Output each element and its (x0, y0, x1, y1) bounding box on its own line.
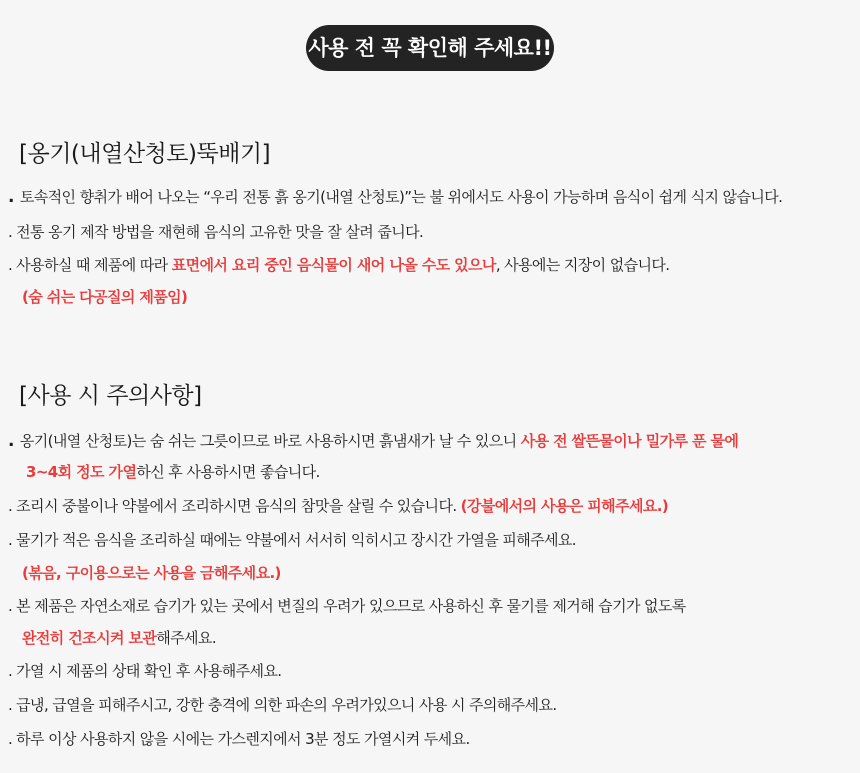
warning-highlight: 완전히 건조시켜 보관 (22, 629, 157, 647)
bullet-mark: . (8, 497, 13, 515)
item-text: 옹기(내열 산청토)는 숨 쉬는 그릇이므로 바로 사용하시면 흙냄새가 날 수 있으니 (19, 432, 521, 450)
bullet-mark: . (8, 431, 14, 451)
item-text: 가열 시 제품의 상태 확인 후 사용해주세요. (16, 662, 282, 680)
warning-highlight: (숨 쉬는 다공질의 제품임) (22, 288, 188, 306)
list-item-continued (26, 462, 320, 482)
warning-highlight: (강불에서의 사용은 피해주세요.) (460, 497, 669, 515)
item-text: 조리시 중불이나 약불에서 조리하시면 음식의 참맛을 살릴 수 있습니다. (16, 497, 461, 515)
bullet-mark: . (8, 730, 13, 748)
list-item (8, 695, 557, 715)
notice-banner: 사용 전 꼭 확인해 주세요!! (306, 25, 554, 71)
bullet-mark: . (8, 597, 13, 615)
list-item-continued (22, 628, 216, 648)
item-text: 급냉, 급열을 피해주시고, 강한 충격에 의한 파손의 우려가있으니 사용 시 주의해주세요. (16, 696, 557, 714)
warning-highlight: 3~4회 정도 가열 (26, 463, 137, 481)
warning-highlight: 사용 전 쌀뜬물이나 밀가루 푼 물에 (520, 432, 739, 450)
section-title-precautions: [사용 시 주의사항] (19, 383, 202, 409)
list-item (8, 530, 576, 550)
list-item (8, 187, 782, 207)
list-item (8, 222, 423, 242)
bullet-mark: . (8, 662, 13, 680)
item-text: 물기가 적은 음식을 조리하실 때에는 약불에서 서서히 익히시고 장시간 가열을 피해주세요. (16, 531, 576, 549)
warning-highlight: (볶음, 구이용으로는 사용을 금해주세요.) (22, 564, 281, 582)
list-item-note (22, 563, 281, 583)
item-text: 하신 후 사용하시면 좋습니다. (136, 463, 320, 481)
item-text: 해주세요. (156, 629, 216, 647)
list-item (8, 431, 738, 451)
list-item (8, 661, 281, 681)
list-item (8, 596, 686, 616)
item-text: , 사용에는 지장이 없습니다. (495, 256, 670, 274)
section-title-onggi: [옹기(내열산청토)뚝배기] (19, 141, 271, 167)
bullet-mark: . (8, 187, 14, 207)
list-item (8, 496, 668, 516)
list-item (8, 255, 669, 275)
item-text: 사용하실 때 제품에 따라 (16, 256, 172, 274)
warning-highlight: 표면에서 요리 중인 음식물이 새어 나올 수도 있으나 (171, 256, 496, 274)
list-item-note (22, 287, 187, 307)
item-text: 토속적인 향취가 배어 나오는 “우리 전통 흙 옹기(내열 산청토)”는 불 위에서도 사용이 가능하며 음식이 쉽게 식지 않습니다. (19, 188, 783, 206)
item-text: 하루 이상 사용하지 않을 시에는 가스렌지에서 3분 정도 가열시켜 두세요. (16, 730, 470, 748)
item-text: 전통 옹기 제작 방법을 재현해 음식의 고유한 맛을 잘 살려 줍니다. (16, 223, 424, 241)
bullet-mark: . (8, 256, 13, 274)
bullet-mark: . (8, 223, 13, 241)
bullet-mark: . (8, 531, 13, 549)
item-text: 본 제품은 자연소재로 습기가 있는 곳에서 변질의 우려가 있으므로 사용하신 후 물기를 제거해 습기가 없도록 (16, 597, 686, 615)
bullet-mark: . (8, 696, 13, 714)
list-item (8, 729, 470, 749)
